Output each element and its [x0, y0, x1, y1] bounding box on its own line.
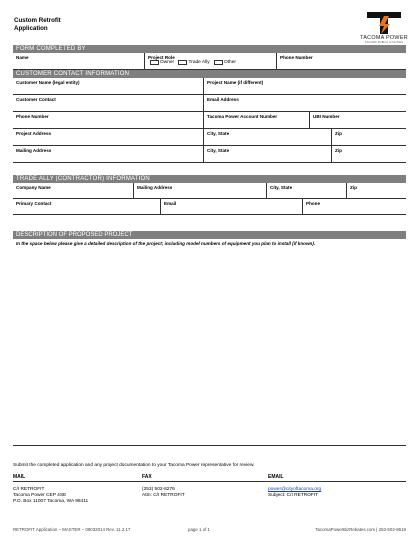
field-label: City, State: [270, 184, 293, 190]
completed-by-name-field[interactable]: [13, 53, 144, 69]
trade-ally-checkbox[interactable]: [178, 60, 187, 65]
project-description-section: [13, 231, 406, 446]
field-label: UBI Number: [313, 113, 340, 119]
field-label: Email Address: [207, 96, 239, 102]
customer-name-field[interactable]: [13, 78, 203, 94]
email-heading: EMAIL: [268, 474, 284, 480]
title-line-2: Application: [14, 24, 48, 32]
completed-by-phone-field[interactable]: [276, 53, 406, 69]
field-label: Tacoma Power Account Number: [207, 113, 278, 119]
field-label: Phone: [306, 200, 321, 206]
title-line-1: Custom Retrofit: [14, 17, 61, 24]
section-heading: DESCRIPTION OF PROPOSED PROJECT: [13, 231, 406, 239]
field-label: Mailing Address: [16, 147, 52, 153]
form-completed-by-section: [13, 45, 406, 70]
email-link[interactable]: power@cityoftacoma.org: [268, 487, 322, 492]
fax-number: (253) 502-8276: [142, 487, 175, 492]
account-number-field[interactable]: [203, 112, 309, 128]
form-completed-by-row: [13, 53, 406, 70]
field-label: Name: [16, 54, 29, 60]
role-option-label: Trade Ally: [188, 60, 210, 65]
ubi-number-field[interactable]: [309, 112, 406, 128]
customer-city-state-field[interactable]: [203, 146, 331, 162]
submission-contacts: [13, 474, 406, 505]
mail-line: Tacoma Power CEP 4SE: [13, 493, 67, 499]
email-block: [268, 487, 321, 499]
form-title: [14, 17, 61, 32]
field-label: Project Role: [148, 54, 175, 60]
customer-email-field[interactable]: [203, 95, 406, 111]
section-heading: FORM COMPLETED BY: [13, 45, 406, 53]
field-label: Project Address: [16, 130, 52, 136]
customer-zip-field[interactable]: [331, 146, 406, 162]
project-description-textarea[interactable]: [13, 256, 406, 445]
mail-line: C/I RETROFIT: [13, 487, 45, 492]
trade-ally-city-state-field[interactable]: [266, 183, 346, 198]
trade-ally-email-field[interactable]: [160, 199, 302, 214]
field-label: Zip: [335, 130, 342, 136]
field-label: Email: [164, 200, 177, 206]
trade-ally-row-2: [13, 199, 406, 215]
field-label: City, State: [207, 130, 230, 136]
project-address-field[interactable]: [13, 129, 203, 145]
field-label: Zip: [335, 147, 342, 153]
logo-tagline: TACOMA PUBLIC UTILITIES: [364, 41, 404, 44]
t-logo-icon: [367, 12, 401, 34]
customer-contact-field[interactable]: [13, 95, 203, 111]
section-heading: CUSTOMER CONTACT INFORMATION: [13, 70, 406, 78]
field-label: Zip: [350, 184, 357, 190]
customer-phone-field[interactable]: [13, 112, 203, 128]
role-option-label: Owner: [160, 60, 175, 65]
field-label: Customer Contact: [16, 96, 56, 102]
project-city-state-field[interactable]: [203, 129, 331, 145]
footer-website-phone: TacomaPowerBizRebates.com | 253-502-8619: [315, 527, 406, 532]
trade-ally-row-1: [13, 183, 406, 199]
footer-doc-id: RETROFIT Application – MASTER – 09032014 Rev. 11.2.17: [13, 527, 131, 532]
project-role-field: [144, 53, 276, 69]
mail-address-block: [13, 487, 88, 506]
field-label: Phone Number: [280, 54, 313, 60]
field-label: Phone Number: [16, 113, 49, 119]
footer-page-number: page 1 of 1: [188, 527, 210, 532]
owner-checkbox[interactable]: [150, 60, 159, 65]
trade-ally-zip-field[interactable]: [346, 183, 406, 198]
role-option-label: Other: [223, 60, 236, 65]
mail-line: P.O. Box 11007 Tacoma, WA 98411: [13, 499, 89, 505]
customer-row-4: [13, 129, 406, 146]
trade-ally-phone-field[interactable]: [302, 199, 406, 214]
primary-contact-field[interactable]: [13, 199, 160, 214]
customer-row-3: [13, 112, 406, 129]
customer-mailing-address-field[interactable]: [13, 146, 203, 162]
project-role-options: [147, 60, 236, 66]
customer-row-1: [13, 78, 406, 95]
trade-ally-mailing-address-field[interactable]: [133, 183, 266, 198]
field-label: Customer Name (legal entity): [16, 79, 80, 85]
field-label: Company Name: [16, 184, 51, 190]
logo-name: TACOMA POWER: [360, 35, 408, 41]
company-name-field[interactable]: [13, 183, 133, 198]
fax-attn: Attn: C/I RETROFIT: [142, 493, 185, 499]
customer-row-5: [13, 146, 406, 163]
customer-contact-section: [13, 70, 406, 163]
project-name-field[interactable]: [203, 78, 406, 94]
other-checkbox[interactable]: [214, 60, 223, 65]
trade-ally-section: [13, 175, 406, 215]
description-instructions: In the space below please give a detailed description of the project; including model numbers of equipment you plan to install (if known).: [16, 241, 316, 246]
tacoma-power-logo: [359, 12, 409, 46]
contact-heading-row: [13, 474, 406, 482]
submission-note: Submit the completed application and any project documentation to your Tacoma Power representative for review.: [13, 463, 255, 468]
field-label: Primary Contact: [16, 200, 52, 206]
project-zip-field[interactable]: [331, 129, 406, 145]
customer-row-2: [13, 95, 406, 112]
fax-block: [142, 487, 185, 499]
email-subject: Subject: C/I RETROFIT: [268, 493, 319, 499]
field-label: Mailing Address: [137, 184, 173, 190]
field-label: Project Name (if different): [207, 79, 264, 85]
fax-heading: FAX: [142, 474, 152, 480]
section-heading: TRADE ALLY (CONTRACTOR) INFORMATION: [13, 175, 406, 183]
field-label: City, State: [207, 147, 230, 153]
mail-heading: MAIL: [13, 474, 26, 480]
